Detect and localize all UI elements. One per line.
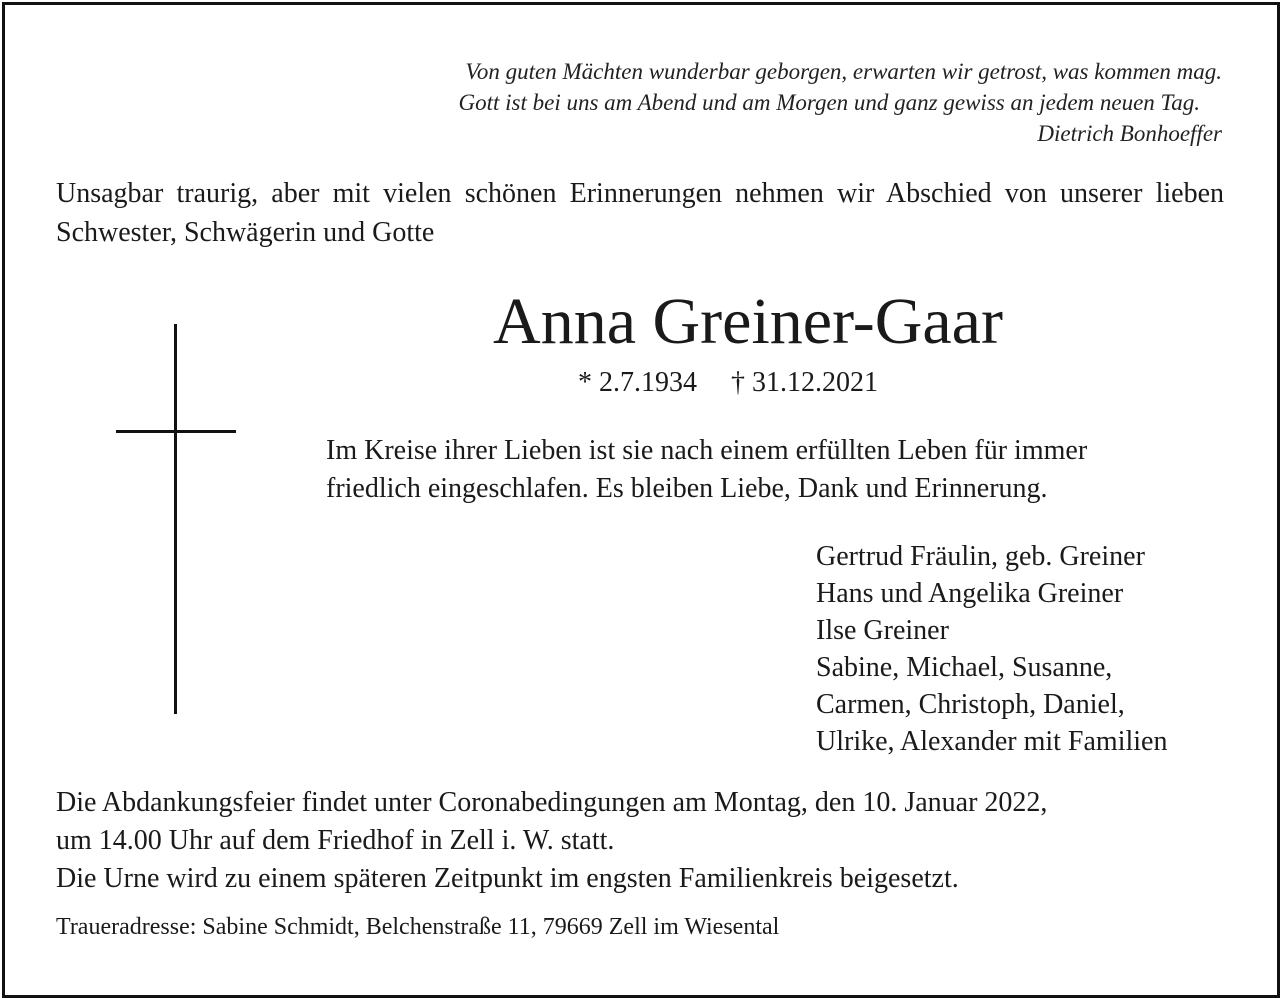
death-date: † 31.12.2021 [731,367,878,398]
ceremony-line-1: Die Abdankungsfeier findet unter Coronabedingungen am Montag, den 10. Januar 2022, [56,787,1048,818]
life-dates [578,364,878,402]
message-line-2: friedlich eingeschlafen. Es bleiben Liebe, Dank und Erinnerung. [326,473,1048,504]
deceased-name: Anna Greiner-Gaar [493,285,1003,358]
ceremony-line-2: um 14.00 Uhr auf dem Friedhof in Zell i. W. statt. [56,825,615,856]
message-line-1: Im Kreise ihrer Lieben ist sie nach einem erfüllten Leben für immer [326,435,1088,466]
mourner-line: Carmen, Christoph, Daniel, [816,689,1125,720]
mourning-address: Traueradresse: Sabine Schmidt, Belchenstraße 11, 79669 Zell im Wiesental [56,914,780,940]
bonhoeffer-quote [458,56,1222,149]
mourner-line: Hans und Angelika Greiner [816,578,1124,609]
farewell-message [326,432,1226,508]
mourner-line: Ulrike, Alexander mit Familien [816,726,1168,757]
cross-icon [116,324,236,714]
mourner-line: Gertrud Fräulin, geb. Greiner [816,541,1145,572]
mourners-list [816,538,1167,760]
intro-text: Unsagbar traurig, aber mit vielen schönen Erinnerungen nehmen wir Abschied von unserer lieben Schwester, Schwägerin und Gotte [56,178,1224,248]
quote-line-2: Gott ist bei uns am Abend und am Morgen und ganz gewiss an jedem neuen Tag. [458,90,1200,115]
birth-date: * 2.7.1934 [578,367,697,398]
cross-horizontal-bar [116,430,236,433]
ceremony-info [56,784,1047,898]
quote-author: Dietrich Bonhoeffer [1037,121,1222,146]
cross-vertical-bar [174,324,177,714]
mourner-line: Ilse Greiner [816,615,949,646]
quote-line-1: Von guten Mächten wunderbar geborgen, erwarten wir getrost, was kommen mag. [465,59,1222,84]
ceremony-line-3: Die Urne wird zu einem späteren Zeitpunkt im engsten Familienkreis beigesetzt. [56,863,959,894]
mourner-line: Sabine, Michael, Susanne, [816,652,1113,683]
